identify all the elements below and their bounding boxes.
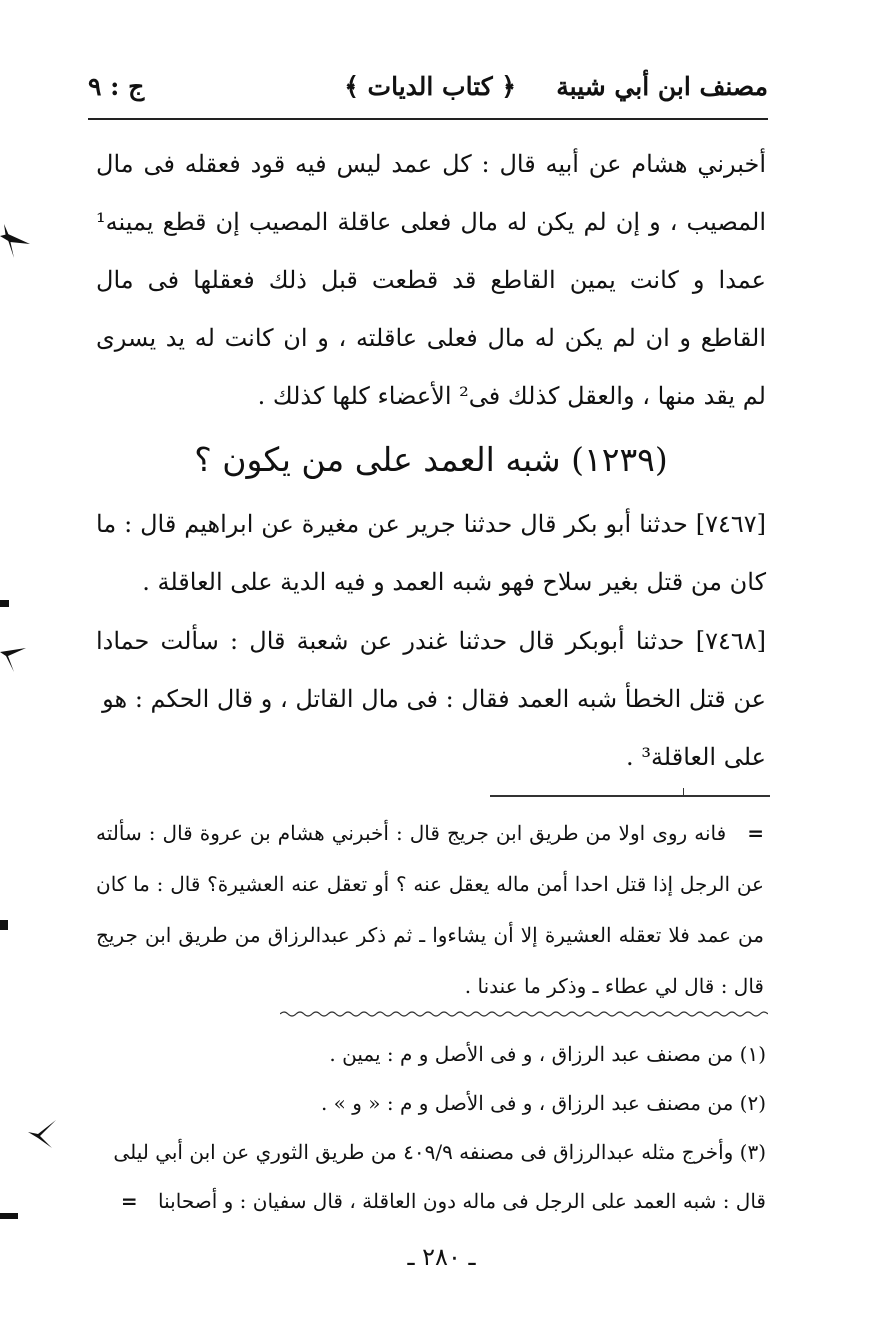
margin-star-mark (28, 1118, 58, 1152)
footnote-separator (490, 795, 770, 797)
header-book-title: ﴿ كتاب الديات ﴾ (344, 72, 516, 101)
footnote-2: (٢) من مصنف عبد الرزاق ، و فى الأصل و م : « و » . (320, 1091, 766, 1115)
hadith-7468-text: [٧٤٦٨] حدثنا أبوبكر قال حدثنا غندر عن شعبة قال : سألت حمادا عن قتل الخطأ شبه العمد فقال : فى مال القاتل ، و قال الحكم : هو (96, 627, 766, 713)
footnote-next-page-mark: = (120, 1189, 138, 1213)
continuation-mark: = (747, 821, 765, 845)
header-rule (88, 118, 768, 120)
hadith-7467: [٧٤٦٧] حدثنا أبو بكر قال حدثنا جرير عن مغيرة عن ابراهيم قال : ما كان من قتل بغير سلاح فهو شبه العمد و فيه الدية على العاقلة . (96, 510, 767, 596)
margin-dot-mark (0, 598, 12, 610)
continuation-text: فانه روى اولا من طريق ابن جريج قال : أخبرني هشام بن عروة قال : سألته عن الرجل إذا قتل احدا أمن ماله يعقل عنه ؟ أو تعقل عنه العشيرة؟ قال : ما كان من عمد فلا تعقله العشيرة إلا أن يشاءوا ـ ثم ذكر عبدالرزاق من طريق ابن جريج قال : قال لي عطاء ـ وذكر ما عندنا . (96, 821, 764, 998)
margin-star-mark (0, 640, 30, 674)
hadith-7468-end: على العاقلة³ . (626, 743, 766, 771)
footnotes (96, 1030, 766, 1226)
footnote-3-line-2 (96, 1177, 766, 1226)
hadith-7468 (96, 612, 766, 786)
chapter-heading: (١٢٣٩) شبه العمد على من يكون ؟ (194, 440, 668, 479)
wavy-divider (280, 1010, 768, 1018)
page-number: ـ ٢٨٠ ـ (407, 1243, 476, 1271)
previous-page-footnote-continuation (96, 808, 764, 1012)
margin-dot-mark (0, 1210, 20, 1222)
running-header (88, 62, 768, 118)
footnote-3: (٣) وأخرج مثله عبدالرزاق فى مصنفه ٤٠٩/٩ من طريق الثوري عن ابن أبي ليلى (113, 1140, 766, 1164)
footnote-3-line-2-text: قال : شبه العمد على الرجل فى ماله دون العاقلة ، قال سفيان : و أصحابنا (158, 1189, 766, 1213)
footnote-1: (١) من مصنف عبد الرزاق ، و فى الأصل و م : يمين . (329, 1042, 766, 1066)
header-volume: ج : ٩ (88, 72, 145, 101)
footnote-separator-tick (683, 788, 684, 795)
paragraph-1: أخبرني هشام عن أبيه قال : كل عمد ليس فيه قود فعقله فى مال المصيب ، و إن لم يكن له مال فعلى عاقلة المصيب إن قطع يمينه¹ عمدا و كانت يمين القاطع قد قطعت قبل ذلك فعقلها فى مال القاطع و ان لم يكن له مال فعلى عاقلته ، و ان كانت له يد يسرى لم يقد منها ، والعقل كذلك فى² الأعضاء كلها كذلك . (96, 150, 766, 410)
header-title: مصنف ابن أبي شيبة (556, 72, 768, 101)
margin-dot-mark (0, 918, 10, 932)
margin-star-mark (0, 218, 34, 262)
